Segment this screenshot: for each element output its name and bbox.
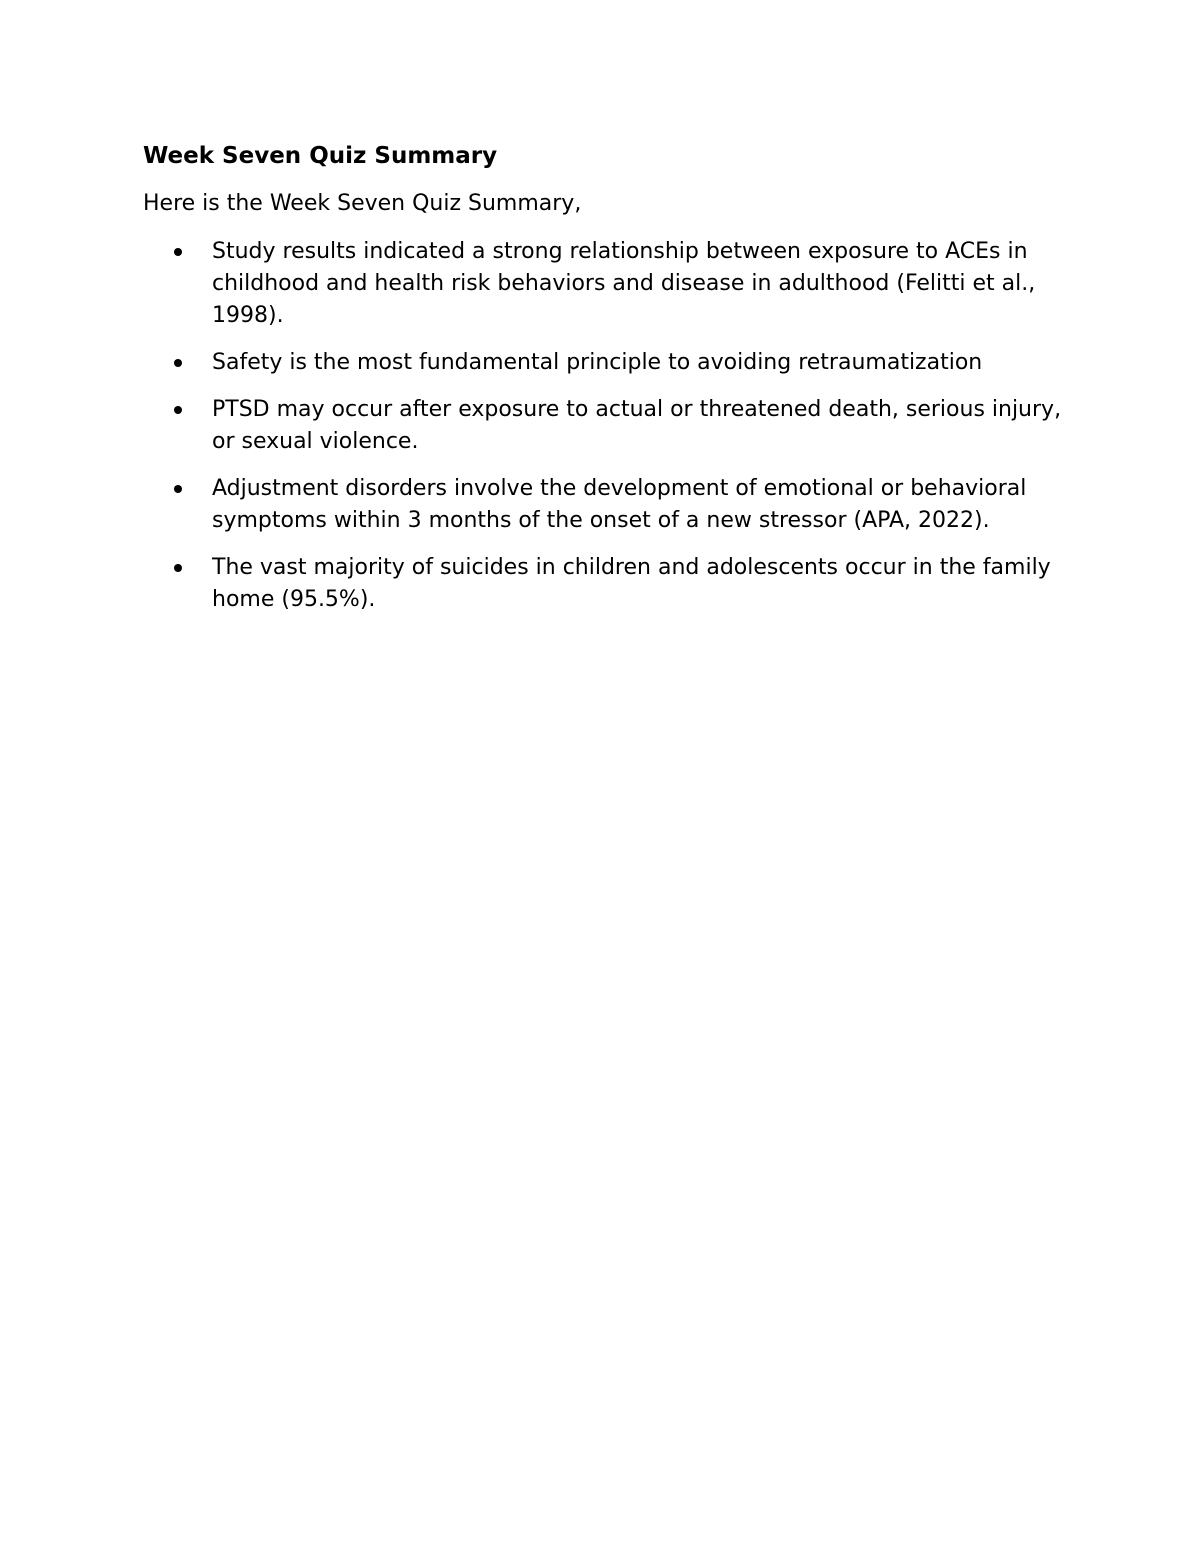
bullet-dot-icon	[174, 248, 182, 256]
bullet-text: The vast majority of suicides in children and adolescents occur in the family home (95.5%).	[212, 555, 1051, 612]
document-body	[143, 141, 1063, 631]
bullet-item-safety	[143, 347, 1063, 379]
bullet-text: Safety is the most fundamental principle to avoiding retraumatization	[212, 350, 983, 375]
bullet-text: PTSD may occur after exposure to actual or threatened death, serious injury, or sexual violence.	[212, 397, 1062, 454]
intro-paragraph: Here is the Week Seven Quiz Summary,	[143, 191, 582, 216]
bullet-text: Adjustment disorders involve the development of emotional or behavioral symptoms within 3 months of the onset of a new stressor (APA, 2022).	[212, 476, 1027, 533]
bullet-dot-icon	[174, 359, 182, 367]
bullet-dot-icon	[174, 406, 182, 414]
bullet-dot-icon	[174, 485, 182, 493]
bullet-item-suicides	[143, 552, 1063, 616]
bullet-item-adjustment-disorders	[143, 473, 1063, 537]
bullet-text: Study results indicated a strong relationship between exposure to ACEs in childhood and health risk behaviors and disease in adulthood (Felitti et al., 1998).	[212, 239, 1036, 328]
document-title: Week Seven Quiz Summary	[143, 143, 498, 169]
bullet-dot-icon	[174, 564, 182, 572]
bullet-item-ptsd	[143, 394, 1063, 458]
bullet-item-aces	[143, 236, 1063, 332]
summary-bullet-list	[143, 236, 1063, 616]
